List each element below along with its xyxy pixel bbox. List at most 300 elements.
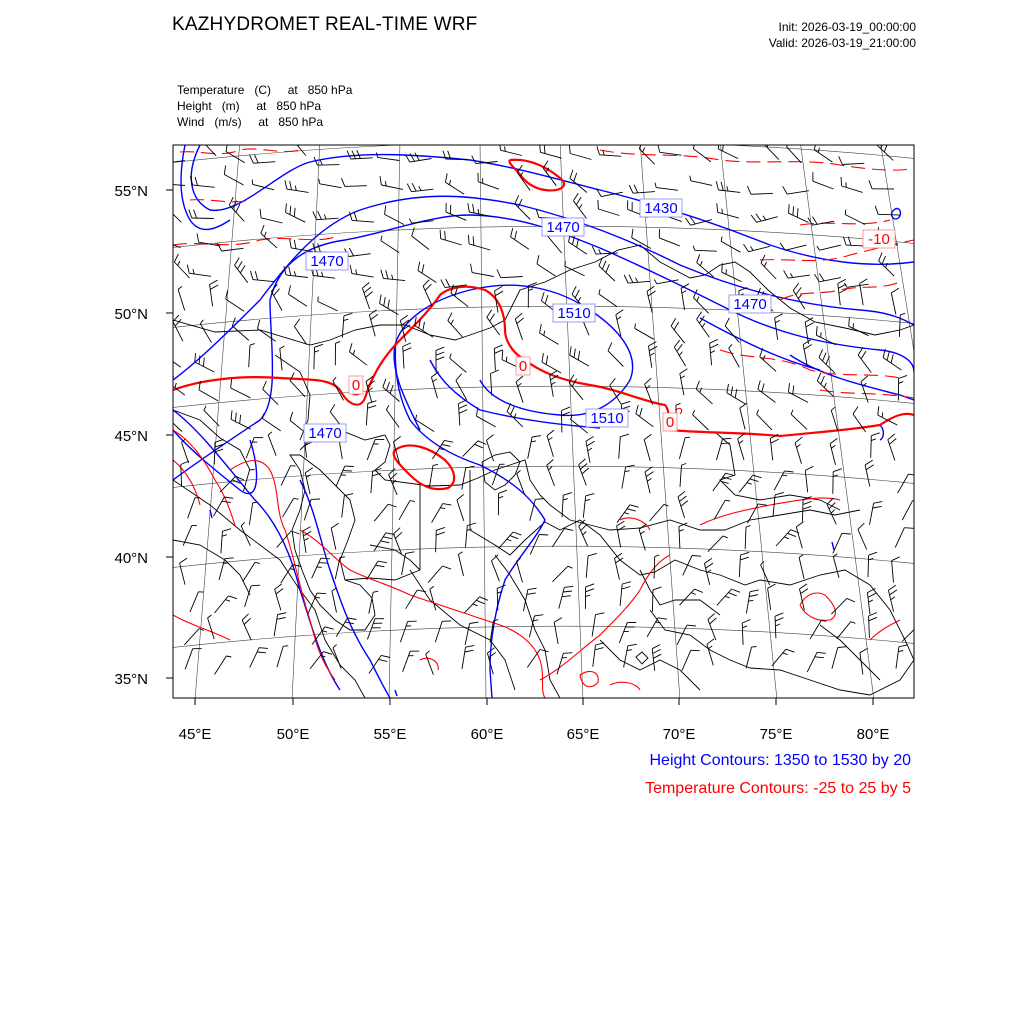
wind-barb-flag [426, 651, 430, 654]
wind-barb [747, 504, 758, 523]
wind-barb-flag [732, 589, 740, 592]
wind-barb-flag [378, 561, 387, 563]
wind-barb-flag [251, 585, 260, 586]
wind-barb-flag [656, 622, 661, 623]
wind-barb-flag [268, 432, 272, 435]
wind-barb-flag [831, 510, 835, 514]
wind-barb-flag [278, 613, 287, 615]
wind-barb-flag [676, 403, 681, 405]
wind-barb-flag [331, 523, 339, 528]
wind-barb-flag [445, 173, 447, 182]
wind-barb-flag [513, 532, 521, 535]
wind-barb-flag [588, 553, 597, 556]
wind-barb [579, 526, 588, 546]
wind-barb [314, 347, 315, 369]
wind-barb-flag [606, 264, 610, 272]
wind-barb-flag [788, 533, 796, 536]
wind-barb-flag [758, 381, 761, 390]
wind-barb-flag [819, 273, 824, 281]
wind-barb-flag [533, 620, 538, 621]
wind-barb-flag [691, 593, 696, 595]
wind-barb [858, 355, 871, 373]
wind-barb [462, 468, 466, 490]
wind-barb-flag [728, 593, 736, 596]
wind-barb [214, 442, 215, 464]
wind-barb-flag [222, 535, 227, 537]
wind-barb-flag [253, 502, 258, 503]
wind-barb [622, 467, 626, 489]
wind-barb-flag [742, 620, 750, 624]
wind-barb [523, 590, 527, 612]
wind-barb-flag [572, 286, 576, 294]
wind-barb [282, 498, 293, 517]
valid-time: Valid: 2026-03-19_21:00:00 [768, 36, 916, 50]
wind-barb-flag [731, 387, 733, 396]
wind-barb [683, 556, 692, 576]
field-temperature: Temperature (C) at 850 hPa [177, 83, 353, 97]
wind-barb [446, 159, 468, 160]
wind-barb-flag [468, 235, 469, 244]
wind-barb-flag [229, 197, 233, 205]
wind-barb-flag [317, 593, 326, 594]
wind-barb-flag [851, 622, 856, 624]
wind-barb-flag [491, 370, 499, 374]
wind-barb-flag [336, 342, 341, 344]
wind-barb-flag [165, 176, 168, 185]
wind-barb-flag [332, 588, 336, 591]
wind-barb-flag [727, 384, 729, 393]
wind-barb-flag [467, 523, 476, 526]
wind-barb-flag [871, 439, 876, 441]
wind-barb [451, 293, 468, 307]
wind-barb-flag [784, 537, 789, 539]
init-time: Init: 2026-03-19_00:00:00 [778, 20, 916, 34]
wind-barb-flag [321, 558, 330, 559]
wind-barb-flag [806, 323, 814, 327]
wind-barb-flag [596, 613, 605, 615]
wind-barb-flag [887, 352, 889, 361]
wind-barb-flag [344, 319, 349, 320]
wind-barb-flag [767, 139, 771, 147]
wind-barb-flag [586, 437, 594, 442]
wind-barb-flag [627, 509, 636, 511]
wind-barb-flag [868, 593, 876, 597]
wind-barb [472, 273, 494, 277]
wind-barb-flag [860, 648, 868, 652]
wind-barb [204, 410, 219, 426]
wind-barb-flag [495, 291, 503, 296]
wind-barb [679, 527, 680, 549]
wind-barb-flag [890, 590, 897, 595]
wind-barb-flag [319, 563, 328, 564]
wind-barb [501, 150, 522, 155]
wind-barb-flag [390, 385, 393, 394]
lat-label: 55°N [114, 183, 148, 200]
wind-barb-flag [240, 265, 245, 273]
wind-barb [895, 528, 904, 548]
wind-barb [222, 248, 244, 251]
wind-barb-flag [224, 166, 225, 175]
wind-barb-flag [473, 204, 475, 213]
wind-barb-flag [195, 353, 196, 362]
wind-barb-flag [340, 557, 345, 558]
wind-barb-flag [869, 600, 873, 602]
wind-barb-flag [717, 203, 718, 212]
wind-barb [412, 236, 429, 250]
wind-barb-flag [386, 270, 388, 279]
wind-barb [402, 553, 406, 575]
wind-barb-flag [899, 382, 904, 384]
wind-barb-flag [797, 208, 798, 217]
wind-barb-flag [383, 379, 386, 388]
wind-barb-flag [599, 249, 601, 254]
wind-barb-flag [726, 473, 735, 475]
wind-barb-flag [823, 353, 827, 361]
wind-barb-flag [616, 310, 623, 315]
wind-barb-flag [535, 499, 544, 500]
wind-barb [305, 473, 310, 494]
wind-barb [696, 389, 712, 404]
wind-barb [448, 321, 463, 337]
wind-barb-flag [586, 589, 594, 592]
wind-barb [714, 500, 725, 519]
wind-barb-flag [356, 270, 357, 275]
wind-barb-flag [564, 586, 573, 587]
wind-barb-flag [422, 264, 424, 273]
wind-barb-flag [608, 343, 612, 351]
wind-barb-flag [203, 358, 204, 367]
wind-barb-flag [801, 589, 809, 594]
wind-barb-flag [547, 460, 554, 466]
wind-barb-flag [423, 280, 429, 286]
wind-barb-flag [194, 210, 197, 219]
wind-barb [400, 621, 407, 642]
wind-barb-flag [646, 472, 653, 477]
wind-barb-flag [381, 270, 383, 279]
wind-barb [231, 419, 251, 429]
wind-barb-flag [333, 645, 337, 648]
wind-barb-flag [505, 146, 506, 151]
wind-barb-flag [174, 254, 178, 262]
wind-barb-flag [473, 236, 474, 245]
wind-barb-flag [586, 584, 595, 587]
wind-barb-flag [692, 556, 701, 557]
wind-barb-flag [570, 346, 571, 355]
wind-barb [436, 530, 437, 552]
wind-barb-flag [385, 206, 386, 215]
wind-barb-flag [436, 527, 445, 530]
wind-barb [693, 149, 711, 162]
wind-barb-flag [647, 479, 651, 482]
wind-barb-flag [610, 378, 616, 385]
wind-barb-flag [448, 313, 452, 321]
wind-barb-flag [330, 404, 335, 412]
wind-barb-flag [235, 413, 236, 422]
wind-barb [450, 358, 467, 372]
lon-label: 65°E [566, 726, 600, 743]
wind-barb-flag [440, 508, 445, 509]
wind-barb [441, 239, 462, 245]
wind-barb-flag [430, 586, 434, 589]
wind-barb-flag [845, 210, 846, 215]
wind-barb-flag [418, 262, 420, 271]
wind-barb-flag [459, 400, 467, 404]
wind-barb [351, 158, 373, 159]
wind-barb [378, 157, 400, 160]
wind-barb-flag [764, 136, 768, 144]
wind-barb-flag [841, 177, 842, 186]
wind-barb [333, 648, 341, 669]
wind-barb [226, 299, 244, 311]
wind-barb-flag [528, 289, 533, 291]
wind-barb-flag [817, 373, 821, 381]
wind-barb-flag [899, 375, 907, 378]
wind-barb-flag [459, 410, 467, 414]
wind-barb [178, 289, 185, 310]
wind-barb-flag [499, 496, 504, 498]
wind-barb [570, 355, 589, 366]
wind-barb [573, 201, 586, 219]
wind-barb-flag [507, 539, 512, 541]
wind-barb-flag [799, 555, 803, 558]
wind-barb-flag [362, 283, 369, 289]
wind-barb-flag [653, 649, 661, 653]
wind-barb-flag [394, 437, 401, 442]
wind-barb-flag [747, 483, 752, 485]
wind-barb [557, 653, 563, 674]
wind-barb [552, 566, 568, 582]
wind-barb-flag [318, 243, 321, 252]
wind-barb-flag [472, 156, 476, 164]
wind-barb-flag [280, 346, 285, 348]
wind-barb-flag [383, 537, 392, 539]
wind-barb-flag [674, 322, 679, 330]
wind-barb-flag [240, 415, 241, 424]
wind-barb-flag [490, 314, 495, 322]
wind-barb-flag [388, 504, 397, 507]
wind-barb-flag [499, 490, 507, 493]
wind-barb [249, 503, 252, 525]
wind-barb-flag [381, 541, 390, 543]
wind-barb [870, 503, 874, 525]
wind-barb [380, 304, 399, 315]
wind-barb-flag [290, 239, 292, 248]
lat-label: 35°N [114, 671, 148, 688]
wind-barb [221, 531, 223, 553]
wind-barb-flag [678, 491, 685, 497]
wind-barb-flag [318, 211, 322, 219]
wind-barb-flag [710, 339, 718, 343]
wind-barb-flag [385, 181, 386, 186]
wind-barb-flag [167, 349, 169, 358]
wind-barb [652, 649, 655, 671]
wind-barb-flag [816, 326, 817, 335]
wind-barb [716, 439, 722, 460]
wind-barb-flag [226, 143, 228, 152]
wind-barb-flag [710, 344, 718, 348]
wind-barb-flag [532, 436, 541, 437]
wind-barb-flag [853, 407, 858, 415]
wind-barb-flag [241, 522, 245, 526]
wind-barb-flag [685, 437, 690, 438]
wind-barb [342, 496, 345, 518]
wind-barb-flag [350, 265, 352, 274]
wind-barb-flag [744, 244, 749, 251]
wind-barb-flag [195, 177, 197, 186]
field-height: Height (m) at 850 hPa [177, 99, 322, 113]
wind-barb-flag [833, 554, 837, 557]
wind-barb [331, 528, 336, 550]
wind-barb-flag [502, 351, 503, 360]
wind-barb [569, 383, 583, 400]
wind-barb [898, 474, 909, 493]
wind-barb-flag [495, 350, 503, 354]
wind-barb [615, 558, 620, 580]
wind-barb-flag [443, 566, 452, 569]
wind-barb [274, 615, 278, 637]
wind-barb-flag [303, 527, 311, 532]
wind-barb-flag [891, 288, 899, 293]
wind-barb-flag [685, 218, 690, 225]
wind-barb-flag [380, 295, 382, 304]
wind-barb [718, 212, 739, 218]
wind-barb [832, 648, 838, 669]
wind-barb [751, 193, 773, 194]
wind-barb-flag [294, 208, 295, 217]
wind-barb-flag [747, 186, 751, 194]
wind-barb [537, 264, 555, 276]
field-wind: Wind (m/s) at 850 hPa [177, 115, 324, 129]
wind-barb [185, 649, 193, 670]
wind-barb-flag [702, 323, 705, 327]
wind-barb [789, 213, 809, 222]
wind-barb-flag [255, 562, 260, 563]
wind-barb [435, 621, 442, 642]
lat-label: 45°N [114, 428, 148, 445]
wind-barb-flag [341, 178, 344, 186]
wind-barb [336, 466, 345, 486]
wind-barb [497, 588, 498, 610]
wind-barb-flag [442, 445, 451, 447]
wind-barb-flag [693, 246, 695, 251]
wind-barb-flag [322, 631, 327, 632]
wind-barb [757, 414, 772, 430]
wind-barb [367, 619, 375, 640]
wind-barb-flag [653, 587, 662, 590]
wind-barb-flag [515, 231, 517, 240]
wind-barb-flag [748, 600, 753, 601]
wind-barb-flag [379, 659, 388, 661]
wind-barb-flag [285, 180, 287, 189]
wind-barb-flag [729, 344, 732, 348]
wind-barb-flag [658, 618, 667, 619]
wind-barb-flag [228, 596, 237, 599]
wind-barb-flag [789, 383, 790, 392]
wind-barb-flag [758, 504, 767, 505]
wind-barb-flag [817, 652, 826, 653]
wind-barb-flag [368, 401, 377, 404]
wind-barb [774, 471, 784, 490]
lon-axis [179, 698, 890, 743]
wind-barb [381, 241, 399, 253]
wind-barb [241, 526, 250, 546]
wind-barb [758, 389, 776, 402]
lat-label: 50°N [114, 306, 148, 323]
wind-barb [879, 261, 895, 276]
wind-barb [501, 277, 523, 278]
wind-barb-flag [757, 410, 759, 415]
wind-barb [243, 562, 255, 581]
wind-barb-flag [417, 590, 426, 592]
wind-barb [775, 616, 776, 638]
wind-barb-flag [803, 340, 811, 345]
wind-barb-flag [750, 590, 759, 592]
wind-barb [725, 326, 739, 343]
wind-barb-flag [682, 291, 686, 294]
wind-barb [695, 250, 717, 251]
wind-barb [600, 155, 622, 157]
wind-barb [813, 181, 834, 189]
wind-barb-flag [290, 181, 292, 190]
wind-barb-flag [419, 186, 421, 190]
wind-barb-flag [175, 319, 181, 326]
wind-barb-flag [244, 618, 250, 624]
wind-barb [478, 182, 499, 190]
wind-barb-flag [861, 351, 866, 359]
wind-barb-flag [294, 498, 299, 499]
wind-barb-flag [436, 532, 445, 535]
wind-barb-flag [563, 591, 572, 592]
wind-barb-flag [446, 279, 450, 287]
wind-barb-flag [892, 557, 900, 561]
wind-barb-flag [518, 383, 522, 386]
wind-barb-flag [433, 379, 437, 382]
wind-barb [367, 439, 375, 460]
wind-barb-flag [640, 408, 643, 417]
wind-barb-flag [235, 258, 240, 266]
wind-barb-flag [554, 618, 562, 623]
wind-barb-flag [166, 202, 168, 207]
wind-barb-flag [375, 565, 384, 567]
wind-barb-flag [263, 414, 264, 419]
wind-barb-flag [163, 346, 165, 355]
height-label: 1470 [733, 296, 767, 313]
wind-barb [466, 526, 468, 548]
wind-barb-flag [800, 584, 808, 589]
wind-barb [287, 189, 309, 192]
wind-barb-flag [527, 593, 536, 595]
wind-barb-flag [368, 406, 377, 409]
wind-barb-flag [563, 499, 568, 501]
wind-barb [249, 345, 250, 367]
wind-barb-flag [674, 340, 680, 347]
wind-barb-flag [707, 639, 714, 645]
water-bodies [290, 452, 648, 664]
wind-barb [310, 652, 324, 669]
wind-barb-flag [412, 227, 415, 236]
wind-barb [491, 374, 492, 396]
wind-barb [166, 416, 182, 431]
wind-barb-flag [286, 204, 287, 213]
wind-barb-flag [431, 372, 438, 377]
wind-barb [163, 354, 181, 367]
wind-barb-flag [750, 246, 753, 250]
wind-barb-flag [275, 584, 282, 589]
wind-barb [562, 495, 563, 517]
wind-barb [860, 653, 863, 675]
wind-barb [619, 622, 627, 643]
wind-barb [189, 273, 211, 276]
